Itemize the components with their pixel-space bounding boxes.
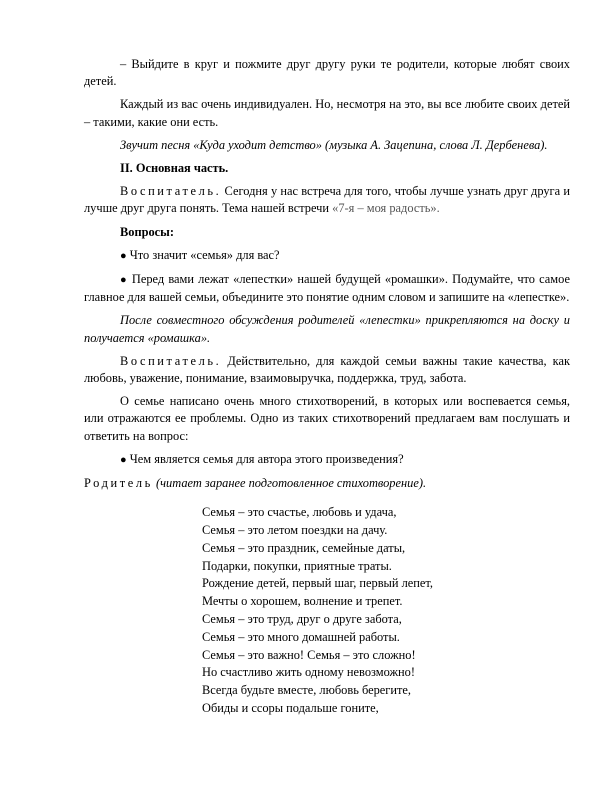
poem-line: Всегда будьте вместе, любовь берегите, bbox=[202, 683, 412, 698]
bullet-icon: ● bbox=[120, 249, 127, 262]
poem-line: Но счастливо жить одному невозможно! bbox=[202, 665, 415, 680]
stage-direction: (читает заранее подготовленное стихотворение). bbox=[152, 476, 427, 491]
poem-line: Подарки, покупки, приятные траты. bbox=[202, 558, 392, 573]
paragraph-parent-reads bbox=[84, 475, 570, 492]
poem-line: Семья – это летом поездки на дачу. bbox=[202, 523, 388, 538]
question-item bbox=[84, 247, 570, 265]
document-page bbox=[84, 56, 570, 718]
paragraph-text: Действительно, для каждой семьи важны такие качества, как любовь, уважение, понимание, взаимовыручка, поддержка, труд, забота. bbox=[84, 353, 570, 386]
paragraph-qualities bbox=[84, 353, 570, 387]
poem-line: Семья – это труд, друг о друге забота, bbox=[202, 612, 402, 627]
paragraph-meeting-theme bbox=[84, 183, 570, 217]
bullet-icon: ● bbox=[120, 453, 127, 466]
poem-line: Семья – это праздник, семейные даты, bbox=[202, 540, 406, 555]
bullet-icon: ● bbox=[120, 274, 128, 287]
question-item bbox=[84, 271, 570, 306]
speaker-label: Воспитатель. bbox=[120, 353, 222, 368]
paragraph-chamomile: После совместного обсуждения родителей «лепестки» прикрепляются на доску и получается «ромашка». bbox=[84, 313, 570, 345]
poem-line: Семья – это важно! Семья – это сложно! bbox=[202, 647, 416, 662]
paragraph-handshake: – Выйдите в круг и пожмите друг другу руки те родители, которые любят своих детей. bbox=[84, 57, 570, 89]
poem-line: Обиды и ссоры подальше гоните, bbox=[202, 701, 379, 716]
question-text: Перед вами лежат «лепестки» нашей будущей «ромашки». Подумайте, что самое главное для вашей семьи, объедините это понятие одним словом и запишите на «лепестке». bbox=[84, 272, 570, 305]
meeting-theme: «7-я – моя радость». bbox=[332, 201, 440, 216]
paragraph-poems-intro: О семье написано очень много стихотворений, в которых или воспевается семья, или отражаются ее проблемы. Одно из таких стихотворений предлагаем вам послушать и ответить на вопрос: bbox=[84, 394, 570, 443]
question-text: Что значит «семья» для вас? bbox=[126, 247, 280, 262]
paragraph-song: Звучит песня «Куда уходит детство» (музыка А. Зацепина, слова Л. Дербенева). bbox=[120, 137, 548, 152]
section-title: II. Основная часть. bbox=[120, 161, 229, 176]
poem-line: Семья – это много домашней работы. bbox=[202, 629, 400, 644]
question-item bbox=[84, 451, 570, 469]
poem-line: Семья – это счастье, любовь и удача, bbox=[202, 505, 397, 520]
speaker-label: Родитель bbox=[84, 476, 153, 491]
paragraph-love-children: Каждый из вас очень индивидуален. Но, несмотря на это, вы все любите своих детей – такими, какие они есть. bbox=[84, 97, 570, 129]
poem bbox=[84, 504, 570, 718]
paragraph-text: Сегодня у нас встреча для того, чтобы лучше узнать друг друга и лучше друг друга понять. Тема нашей встречи bbox=[84, 184, 570, 216]
questions-heading: Вопросы: bbox=[120, 224, 174, 239]
poem-line: Мечты о хорошем, волнение и трепет. bbox=[202, 594, 403, 609]
speaker-label: Воспитатель. bbox=[120, 184, 222, 199]
question-text: Чем является семья для автора этого произведения? bbox=[126, 451, 404, 466]
poem-line: Рождение детей, первый шаг, первый лепет, bbox=[202, 576, 434, 591]
